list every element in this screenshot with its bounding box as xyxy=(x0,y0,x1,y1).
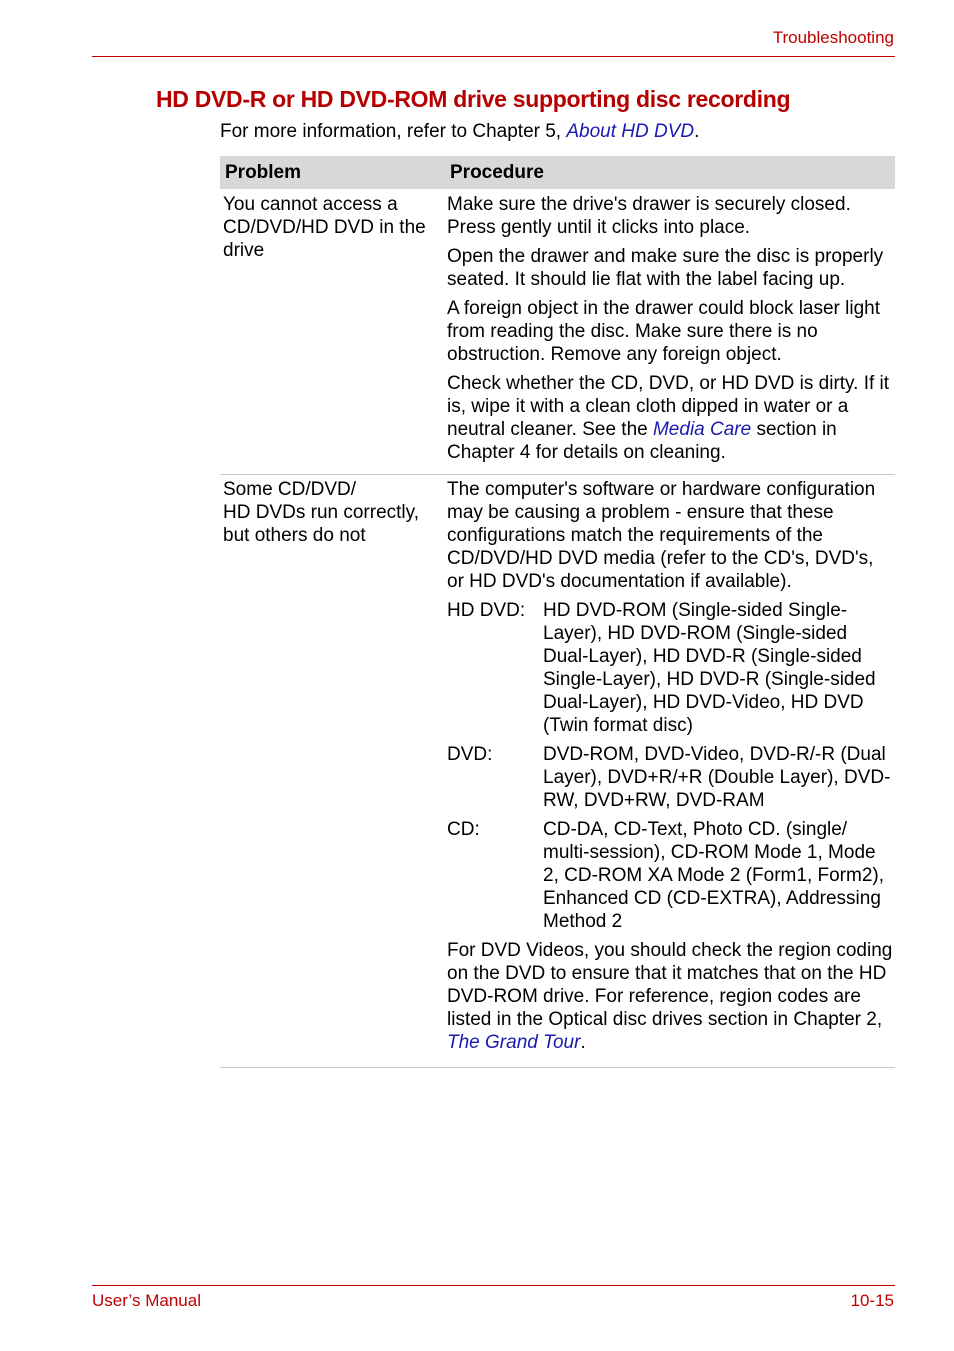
procedure-paragraph xyxy=(447,939,895,1054)
procedure-cell xyxy=(445,193,895,470)
text-run: section in Chapter 4 for details on cleaning. xyxy=(447,419,837,463)
troubleshooting-table xyxy=(220,156,895,1068)
procedure-cell xyxy=(445,478,895,1060)
text-run: . xyxy=(580,1032,586,1053)
page-number: 10-15 xyxy=(850,1291,894,1310)
media-care-link[interactable]: Media Care xyxy=(652,419,752,440)
section-title: HD DVD-R or HD DVD-ROM drive supporting disc recording xyxy=(156,86,791,112)
procedure-paragraph: Make sure the drive's drawer is securely closed. Press gently until it clicks into place. xyxy=(447,194,851,238)
media-label: HD DVD: xyxy=(447,600,526,621)
intro-text: For more information, refer to Chapter 5, xyxy=(220,121,567,142)
media-spec-cd xyxy=(447,818,895,933)
problem-line: HD DVDs run correctly, but others do not xyxy=(223,502,420,546)
media-spec-dvd xyxy=(447,743,895,812)
table-row xyxy=(220,189,895,475)
media-spec-hd-dvd xyxy=(447,599,895,737)
footer-rule xyxy=(92,1285,895,1286)
procedure-paragraph: The computer's software or hardware configuration may be causing a problem - ensure that these configurations match the requirements of the CD/DVD/HD DVD media (refer to the CD's, DVD's, or HD DVD's documentation if available). xyxy=(447,479,876,592)
header-procedure: Procedure xyxy=(450,162,544,183)
table-header-row xyxy=(220,156,895,189)
media-value: CD-DA, CD-Text, Photo CD. (single/ multi-session), CD-ROM Mode 1, Mode 2, CD-ROM XA Mode 2 (Form1, Form2), Enhanced CD (CD-EXTRA), Addressing Method 2 xyxy=(543,819,885,932)
footer-manual-title: User’s Manual xyxy=(92,1291,201,1310)
problem-line: Some CD/DVD/ xyxy=(223,479,357,500)
media-label: CD: xyxy=(447,819,480,840)
problem-cell xyxy=(220,478,445,1060)
intro-paragraph xyxy=(220,121,699,143)
problem-cell: You cannot access a CD/DVD/HD DVD in the drive xyxy=(223,194,426,261)
about-hd-dvd-link[interactable]: About HD DVD xyxy=(566,121,695,142)
media-value: HD DVD-ROM (Single-sided Single-Layer), HD DVD-ROM (Single-sided Dual-Layer), HD DVD-R (Single-sided Single-Layer), HD DVD-R (Single-sided Dual-Layer), HD DVD-Video, HD DVD (Twin format disc) xyxy=(543,600,876,736)
procedure-paragraph xyxy=(447,372,895,464)
header-rule xyxy=(92,56,895,57)
intro-end: . xyxy=(694,121,700,142)
text-run: For DVD Videos, you should check the region coding on the DVD to ensure that it matches that on the HD DVD-ROM drive. For reference, region codes are listed in the Optical disc drives section in Chapter 2, xyxy=(447,940,893,1030)
procedure-paragraph: A foreign object in the drawer could block laser light from reading the disc. Make sure there is no obstruction. Remove any foreign object. xyxy=(447,298,881,365)
media-label: DVD: xyxy=(447,744,493,765)
table-row xyxy=(220,475,895,1068)
text-run: Check whether the CD, DVD, or HD DVD is dirty. If it is, wipe it with a clean cloth dipped in water or a neutral cleaner. See the xyxy=(447,373,890,440)
procedure-paragraph: Open the drawer and make sure the disc is properly seated. It should lie flat with the label facing up. xyxy=(447,246,884,290)
the-grand-tour-link[interactable]: The Grand Tour xyxy=(447,1032,581,1053)
running-header: Troubleshooting xyxy=(772,28,894,47)
media-value: DVD-ROM, DVD-Video, DVD-R/-R (Dual Layer), DVD+R/+R (Double Layer), DVD-RW, DVD+RW, DVD-RAM xyxy=(543,744,891,811)
header-problem: Problem xyxy=(225,162,302,183)
